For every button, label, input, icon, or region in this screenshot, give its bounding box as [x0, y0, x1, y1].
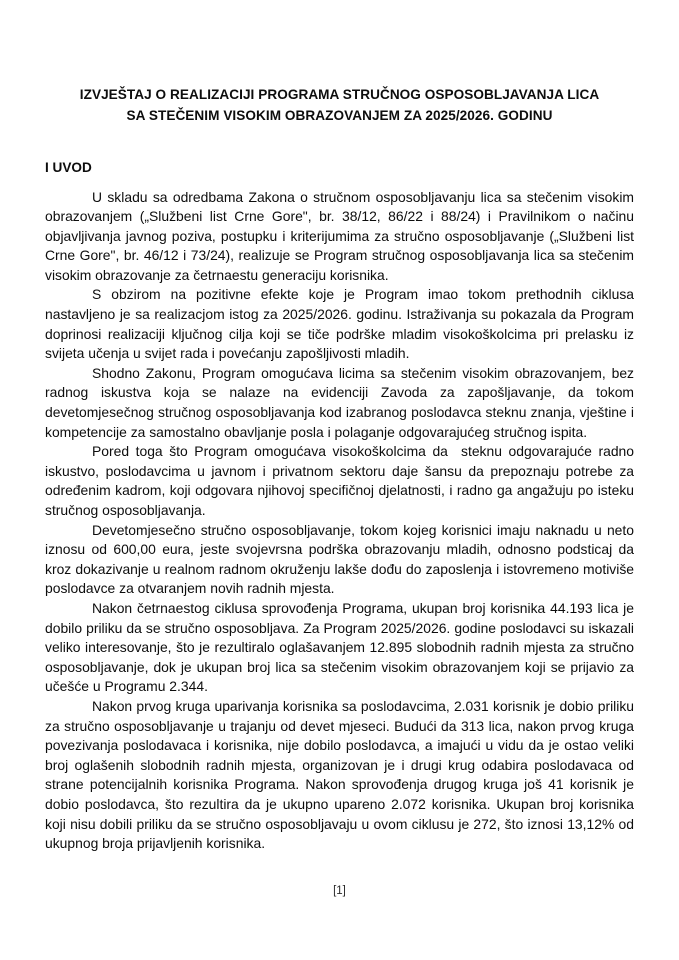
paragraph-1: U skladu sa odredbama Zakona o stručnom osposobljavanju lica sa stečenim visokim obrazovanjem („Službeni list Crne Gore", br. 38/12, 86/22 i 88/24) i Pravilnikom o načinu objavljivanja javnog poziva, postupku i kriterijumima za stručno osposobljavanje („Službeni list Crne Gore", br. 46/12 i 73/24), realizuje se Program stručnog osposobljavanja lica sa stečenim visokim obrazovanje za četrnaestu generaciju korisnika. [45, 188, 638, 283]
document-content [45, 0, 638, 854]
paragraph-2: S obzirom na pozitivne efekte koje je Program imao tokom prethodnih ciklusa nastavljeno je sa realizacjom istog za 2025/2026. godinu. Istraživanja su pokazala da Program doprinosi realizaciji ključnog cilja koji se tiče podrške mladim visokoškolcima pri prelasku iz svijeta učenja u svijet rada i povećanju zapošljivosti mladih. [45, 286, 638, 362]
section-heading-uvod: I UVOD [45, 160, 92, 175]
paragraph-5: Devetomjesečno stručno osposobljavanje, tokom kojeg korisnici imaju naknadu u neto iznosu od 600,00 eura, jeste svojevrsna podrška obrazovanju mladih, odnosno podsticaj da kroz dokazivanje u realnom radnom okruženju lakše dođu do zaposlenja i istovremeno motiviše poslodavce za otvaranjem novih radnih mjesta. [45, 521, 638, 597]
page-number: [1] [333, 885, 346, 897]
paragraph-7: Nakon prvog kruga uparivanja korisnika sa poslodavcima, 2.031 korisnik je dobio priliku za stručno osposobljavanje u trajanju od devet mjeseci. Budući da 313 lica, nakon prvog kruga povezivanja poslodavaca i korisnika, nije dobilo poslodavca, a imajući u vidu da je ostao veliki broj oglašenih slobodnih radnih mjesta, organizovan je i drugi krug odabira poslodavaca od strane potencijalnih korisnika Programa. Nakon sprovođenja drugog kruga još 41 korisnik je dobio poslodavca, što rezultira da je ukupno upareno 2.072 korisnika. Ukupan broj korisnika koji nisu dobili priliku da se stručno osposobljavaju u ovom ciklusu je 272, što iznosi 13,12% od ukupnog broja prijavljenih korisnika. [45, 697, 638, 852]
page-title [45, 0, 634, 126]
paragraph-6: Nakon četrnaestog ciklusa sprovođenja Programa, ukupan broj korisnika 44.193 lica je dobilo priliku da se stručno osposobljava. Za Program 2025/2026. godine poslodavci su iskazali veliko interesovanje, što je rezultiralo oglašavanjem 12.895 slobodnih radnih mjesta za stručno osposobljavanje, dok je ukupan broj lica sa stečenim visokim obrazovanjem koji se prijavio za učešće u Programu 2.344. [45, 599, 638, 695]
body-text [45, 178, 638, 854]
page-title-line-2: SA STEČENIM VISOKIM OBRAZOVANJEM ZA 2025/2026. GODINU [126, 108, 553, 123]
page-title-line-1: IZVJEŠTAJ O REALIZACIJI PROGRAMA STRUČNOG OSPOSOBLJAVANJA LICA [79, 87, 600, 102]
paragraph-4: Pored toga što Program omogućava visokoškolcima da steknu odgovarajuće radno iskustvo, poslodavcima u javnom i privatnom sektoru daje šansu da prepoznaju potrebe za određenim kadrom, koji odgovara njihovoj specifičnoj djelatnosti, i radno ga angažuju po isteku stručnog osposobljavanja. [45, 443, 638, 518]
paragraph-3: Shodno Zakonu, Program omogućava licima sa stečenim visokim obrazovanjem, bez radnog iskustva koja se nalaze na evidenciji Zavoda za zapošljavanje, da tokom devetomjesečnog stručnog osposobljavanja kod izabranog poslodavca steknu znanja, vještine i kompetencije za samostalno obavljanje posla i polaganje odgovarajućeg stručnog ispita. [45, 364, 638, 440]
